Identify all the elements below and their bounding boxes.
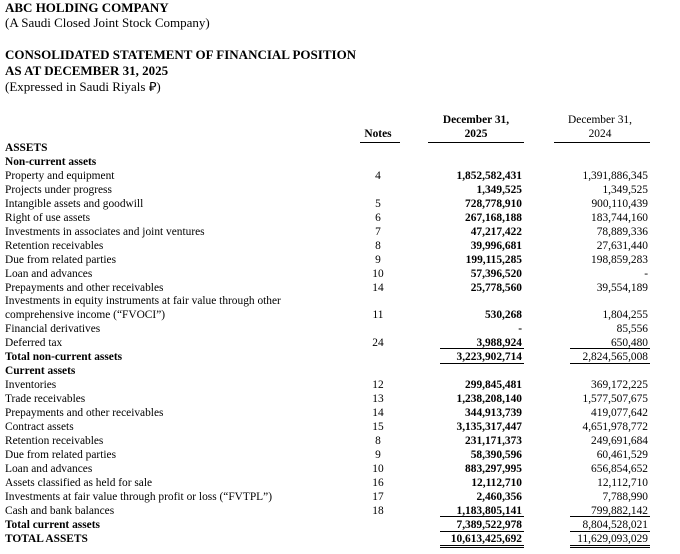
row-label: Inventories: [5, 379, 57, 392]
row-value-2024: 1,349,525: [602, 183, 648, 196]
row-note: 14: [372, 281, 384, 294]
row-value-2025: 1,349,525: [476, 183, 522, 196]
row-label: Prepayments and other receivables: [5, 407, 164, 420]
row-label: comprehensive income (“FVOCI”): [5, 309, 166, 322]
row-value-2025: 7,389,522,978: [456, 518, 522, 531]
row-note: 13: [372, 393, 384, 406]
row-label: Prepayments and other receivables: [5, 281, 164, 294]
statement-row: [0, 378, 680, 392]
row-value-2024: 8,804,528,021: [582, 518, 648, 531]
row-note: 4: [375, 169, 381, 182]
subtotal-rule-2025-top: [440, 348, 524, 349]
row-value-2024: 12,112,710: [597, 476, 648, 489]
row-note: 12: [372, 379, 384, 392]
statement-row: [0, 141, 680, 155]
statement-row: [0, 448, 680, 462]
row-label: Right of use assets: [5, 211, 91, 224]
row-note: 15: [372, 421, 384, 433]
row-value-2025: 1,183,805,141: [456, 504, 522, 517]
row-note: 17: [372, 490, 384, 503]
row-value-2025: 267,168,188: [465, 211, 522, 224]
row-value-2024: 183,744,160: [591, 211, 648, 224]
row-value-2025: 231,171,373: [465, 434, 522, 447]
statement-date: AS AT DECEMBER 31, 2025: [5, 63, 169, 78]
current-rule-2024-bottom: [570, 531, 650, 532]
row-value-2024: 2,824,565,008: [582, 351, 648, 364]
row-value-2024: 656,854,652: [591, 462, 648, 475]
row-label: Investments in associates and joint ventures: [5, 225, 205, 238]
row-note: 8: [375, 434, 381, 447]
row-label: Contract assets: [5, 421, 74, 433]
row-value-2025: 58,390,596: [470, 448, 522, 461]
row-label: Cash and bank balances: [5, 504, 115, 517]
row-label: Non-current assets: [5, 155, 97, 168]
row-note: 7: [375, 225, 381, 238]
current-rule-2025-top: [440, 516, 524, 517]
row-value-2024: 1,804,255: [602, 309, 648, 322]
row-value-2025: 2,460,356: [476, 490, 522, 503]
row-note: 14: [372, 407, 384, 420]
row-note: 9: [375, 448, 381, 461]
current-rule-2024-top: [570, 516, 650, 517]
statement-row: [0, 225, 680, 239]
row-value-2024: 369,172,225: [591, 379, 648, 392]
row-note: 18: [372, 504, 384, 517]
row-value-2025: 344,913,739: [465, 407, 522, 420]
statement-title: CONSOLIDATED STATEMENT OF FINANCIAL POSITION: [5, 47, 357, 62]
total-rule-2024-1: [570, 545, 650, 546]
row-label: Trade receivables: [5, 393, 86, 406]
row-value-2024: 1,391,886,345: [582, 169, 648, 182]
total-rule-2025-1: [440, 545, 524, 546]
row-label: Loan and advances: [5, 267, 93, 280]
row-value-2024: 39,554,189: [596, 281, 648, 294]
row-value-2024: 799,882,142: [591, 504, 648, 517]
statement-row: [0, 392, 680, 406]
row-note: 8: [375, 239, 381, 252]
row-value-2024: 198,859,283: [591, 253, 648, 266]
statement-row: [0, 322, 680, 336]
statement-row: [0, 169, 680, 183]
row-value-2025: -: [518, 323, 522, 336]
row-note: 10: [372, 267, 384, 280]
statement-row: [0, 281, 680, 295]
row-value-2025: 728,778,910: [465, 197, 522, 210]
statement-row: [0, 267, 680, 281]
row-note: 6: [375, 211, 381, 224]
row-value-2024: -: [644, 267, 648, 280]
statement-row: [0, 532, 680, 546]
row-value-2024: 650,480: [610, 337, 648, 350]
row-value-2025: 57,396,520: [470, 267, 522, 280]
row-value-2024: 4,651,978,772: [582, 421, 648, 433]
row-value-2024: 419,077,642: [591, 407, 648, 420]
row-label: Retention receivables: [5, 434, 104, 447]
row-value-2024: 27,631,440: [596, 239, 648, 252]
row-value-2024: 85,556: [616, 323, 648, 336]
row-value-2025: 47,217,422: [470, 225, 522, 238]
row-note: 9: [375, 253, 381, 266]
row-note: 11: [372, 309, 384, 322]
row-value-2025: 199,115,285: [465, 253, 522, 266]
row-label: Projects under progress: [5, 183, 112, 196]
total-rule-2024-2: [570, 547, 650, 548]
statement-row: [0, 155, 680, 169]
row-value-2024: 249,691,684: [591, 434, 648, 447]
column-2025-header-line1: December 31,: [442, 114, 510, 126]
statement-row: [0, 239, 680, 253]
row-label: ASSETS: [5, 142, 48, 154]
row-label: TOTAL ASSETS: [5, 532, 88, 545]
statement-row: [0, 253, 680, 267]
row-note: 10: [372, 462, 384, 475]
row-label: Assets classified as held for sale: [5, 476, 153, 489]
statement-row: [0, 294, 680, 308]
statement-row: [0, 406, 680, 420]
row-value-2024: 60,461,529: [596, 448, 648, 461]
statement-row: [0, 183, 680, 197]
row-value-2024: 7,788,990: [602, 490, 648, 503]
row-value-2025: 10,613,425,692: [450, 532, 522, 545]
current-rule-2025-bottom: [440, 531, 524, 532]
row-value-2025: 3,135,317,447: [456, 421, 522, 433]
row-label: Current assets: [5, 365, 76, 378]
row-value-2025: 1,238,208,140: [456, 393, 522, 406]
row-label: Deferred tax: [5, 337, 63, 350]
row-value-2025: 25,778,560: [470, 281, 522, 294]
statement-row: [0, 476, 680, 490]
subtotal-rule-2024-top: [570, 348, 650, 349]
subtotal-rule-2025-bottom: [440, 363, 524, 364]
column-2024-header-line1: December 31,: [568, 114, 632, 126]
row-note: 16: [372, 476, 384, 489]
row-value-2025: 3,223,902,714: [456, 351, 522, 364]
row-value-2025: 3,988,924: [476, 337, 522, 350]
statement-row: [0, 211, 680, 225]
company-subtitle: (A Saudi Closed Joint Stock Company): [5, 15, 210, 30]
row-value-2025: 1,852,582,431: [456, 169, 522, 182]
statement-row: [0, 434, 680, 448]
row-label: Retention receivables: [5, 239, 104, 252]
row-value-2025: 299,845,481: [465, 379, 522, 392]
row-label: Due from related parties: [5, 253, 117, 266]
row-value-2024: 78,889,336: [596, 225, 648, 238]
row-label: Total non-current assets: [5, 351, 123, 364]
row-label: Intangible assets and goodwill: [5, 197, 144, 210]
subtotal-rule-2024-bottom: [570, 363, 650, 364]
statement-row: [0, 462, 680, 476]
total-rule-2025-2: [440, 547, 524, 548]
row-note: 5: [375, 197, 381, 210]
row-value-2025: 12,112,710: [471, 476, 522, 489]
row-label: Financial derivatives: [5, 323, 101, 336]
row-label: Total current assets: [5, 518, 100, 531]
row-value-2024: 1,577,507,675: [582, 393, 648, 406]
row-note: 24: [372, 337, 384, 350]
row-value-2025: 883,297,995: [465, 462, 522, 475]
statement-row: [0, 420, 680, 434]
company-name: ABC HOLDING COMPANY: [5, 0, 169, 15]
statement-row: [0, 364, 680, 378]
row-value-2025: 39,996,681: [470, 239, 522, 252]
row-label: Investments at fair value through profit or loss (“FVTPL”): [5, 490, 272, 503]
notes-column-header: Notes: [364, 128, 392, 140]
statement-row: [0, 490, 680, 504]
currency-note: (Expressed in Saudi Riyals ⃁): [5, 79, 161, 94]
column-2025-header-line2: 2025: [464, 128, 488, 140]
row-label: Loan and advances: [5, 462, 93, 475]
statement-row: [0, 518, 680, 532]
row-label: Investments in equity instruments at fair value through other: [5, 295, 281, 308]
statement-row: [0, 308, 680, 322]
row-label: Due from related parties: [5, 448, 117, 461]
row-value-2024: 900,110,439: [591, 197, 648, 210]
statement-row: [0, 197, 680, 211]
row-label: Property and equipment: [5, 169, 115, 182]
column-2024-header-line2: 2024: [588, 128, 612, 140]
row-value-2025: 530,268: [484, 309, 522, 322]
row-value-2024: 11,629,093,029: [577, 532, 648, 545]
